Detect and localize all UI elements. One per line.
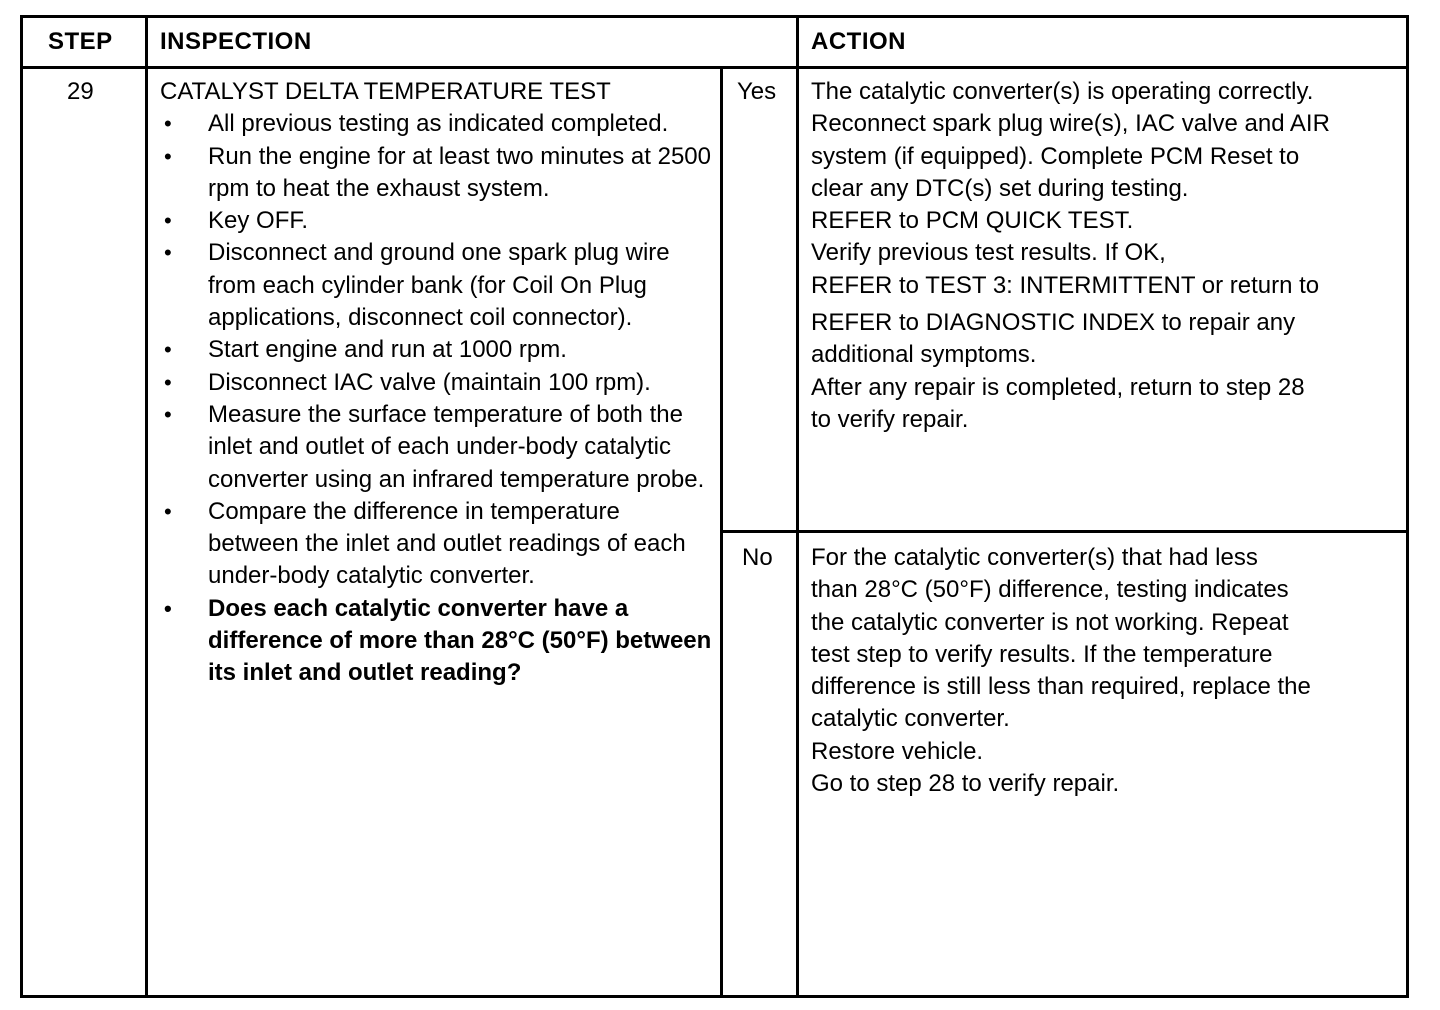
- no-action-line: catalytic converter.: [811, 705, 1010, 733]
- step-column-divider: [145, 15, 148, 998]
- yes-action-line: clear any DTC(s) set during testing.: [811, 174, 1189, 202]
- step-header: STEP: [48, 28, 113, 55]
- yes-label: Yes: [737, 78, 777, 105]
- yes-action-line: Reconnect spark plug wire(s), IAC valve and AIR: [811, 110, 1330, 138]
- no-action-line: than 28°C (50°F) difference, testing indicates: [811, 576, 1289, 604]
- yes-no-divider: [720, 530, 1409, 533]
- yes-action-line: additional symptoms.: [811, 341, 1037, 369]
- inspection-question: • Does each catalytic converter have a difference of more than 28°C (50°F) between its inlet and outlet reading?: [160, 593, 715, 690]
- yes-action-line: to verify repair.: [811, 405, 969, 433]
- inspection-list: [160, 108, 715, 689]
- no-action: [811, 542, 1406, 800]
- list-item: • Compare the difference in temperature between the inlet and outlet readings of each under-body catalytic converter.: [160, 496, 715, 593]
- list-item: • All previous testing as indicated completed.: [160, 108, 715, 140]
- no-label: No: [742, 544, 773, 571]
- inspection-header: INSPECTION: [160, 28, 312, 55]
- no-action-line: Go to step 28 to verify repair.: [811, 770, 1120, 798]
- yes-action-line: REFER to PCM QUICK TEST.: [811, 207, 1134, 235]
- list-item: • Run the engine for at least two minutes at 2500 rpm to heat the exhaust system.: [160, 141, 715, 206]
- yes-action-line: system (if equipped). Complete PCM Reset to: [811, 142, 1300, 170]
- no-action-line: the catalytic converter is not working. Repeat: [811, 608, 1289, 636]
- list-item: • Measure the surface temperature of both the inlet and outlet of each under-body catalytic converter using an infrared temperature probe.: [160, 399, 715, 496]
- step-number: 29: [67, 78, 94, 105]
- header-divider: [20, 66, 1409, 69]
- action-header: ACTION: [811, 28, 906, 55]
- yes-action-line: Verify previous test results. If OK,: [811, 239, 1166, 267]
- yes-action-line: REFER to DIAGNOSTIC INDEX to repair any: [811, 309, 1296, 337]
- yes-action-line: REFER to TEST 3: INTERMITTENT or return to: [811, 271, 1320, 299]
- no-action-line: test step to verify results. If the temperature: [811, 640, 1273, 668]
- no-action-line: difference is still less than required, replace the: [811, 673, 1311, 701]
- action-column-divider: [796, 15, 799, 998]
- list-item: • Disconnect and ground one spark plug wire from each cylinder bank (for Coil On Plug applications, disconnect coil connector).: [160, 237, 715, 334]
- yes-action: [811, 76, 1406, 436]
- list-item: • Disconnect IAC valve (maintain 100 rpm).: [160, 367, 715, 399]
- list-item: • Start engine and run at 1000 rpm.: [160, 334, 715, 366]
- list-item: • Key OFF.: [160, 205, 715, 237]
- yes-action-line: After any repair is completed, return to step 28: [811, 373, 1305, 401]
- inspection-cell: [160, 76, 715, 690]
- no-action-line: Restore vehicle.: [811, 737, 984, 765]
- test-title: CATALYST DELTA TEMPERATURE TEST: [160, 78, 611, 105]
- yes-action-line: The catalytic converter(s) is operating correctly.: [811, 78, 1314, 105]
- no-action-line: For the catalytic converter(s) that had less: [811, 544, 1258, 571]
